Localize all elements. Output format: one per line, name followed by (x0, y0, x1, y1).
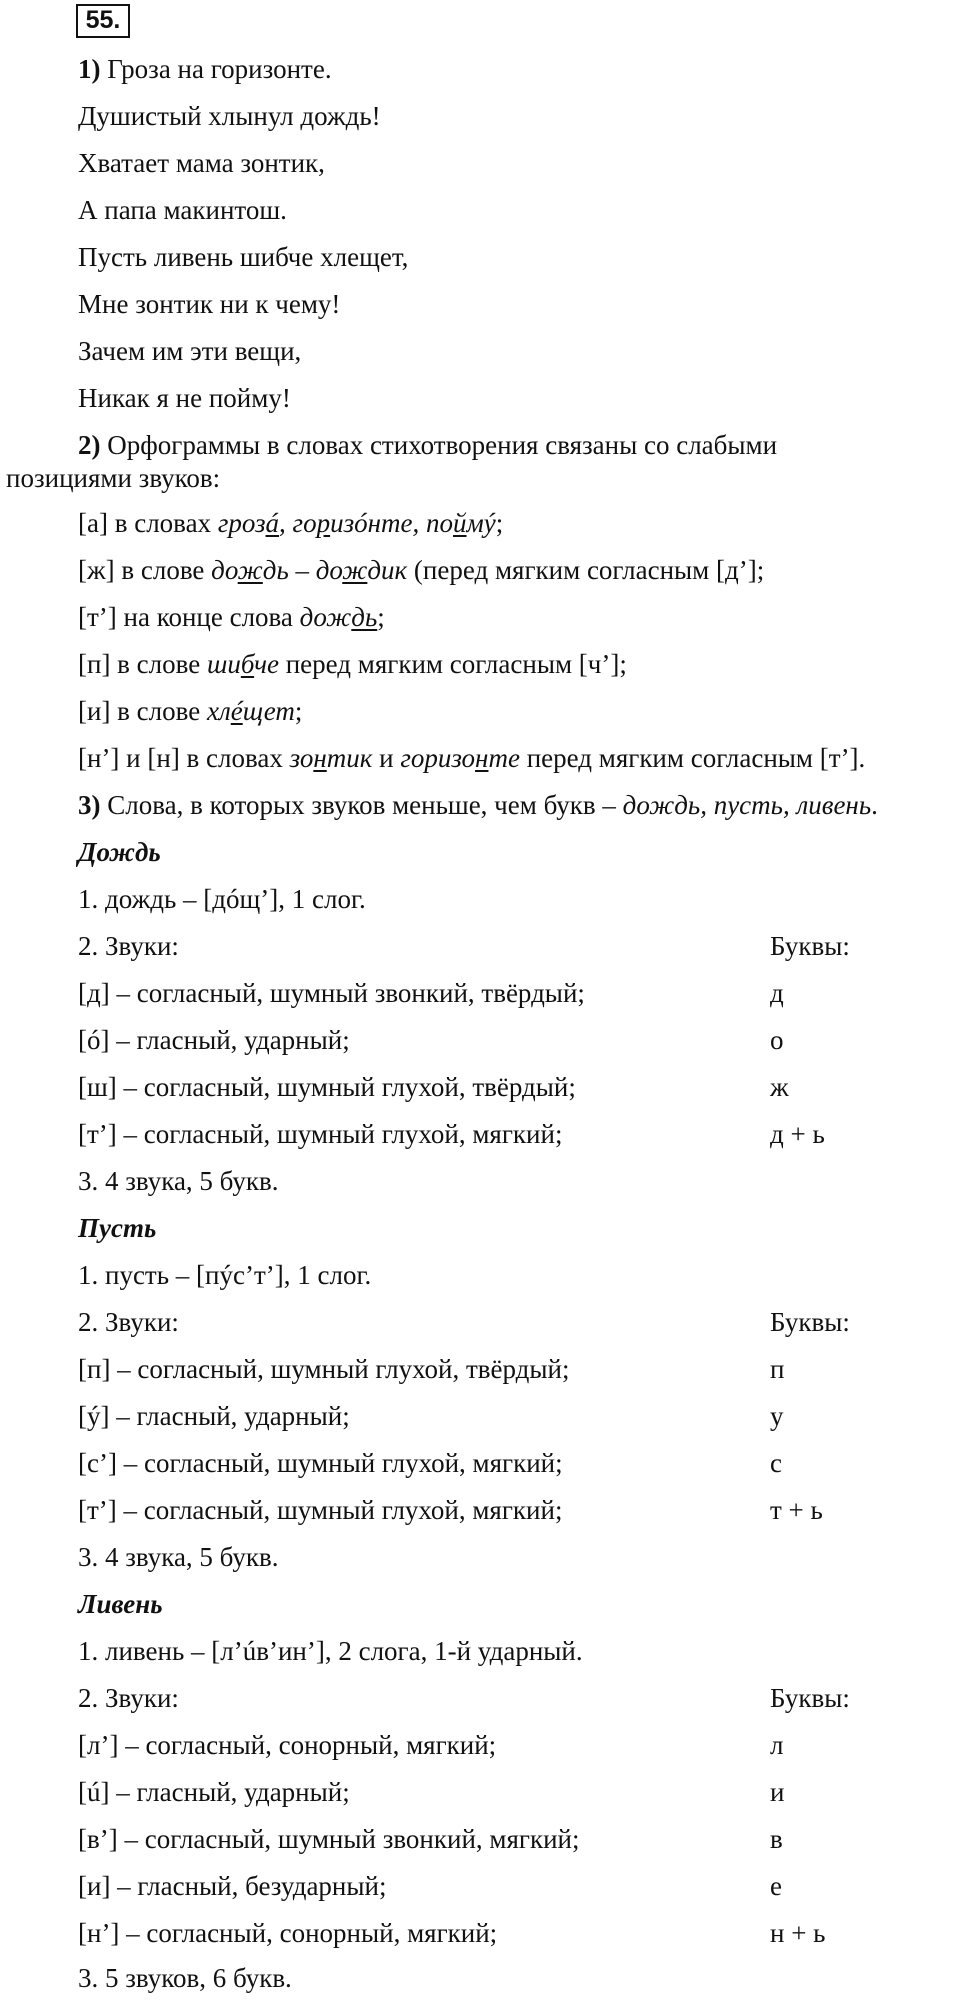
letter-cell: л (770, 1730, 784, 1760)
sound-row: [с’] – согласный, шумный глухой, мягкий; (78, 1448, 563, 1478)
poem-line: Мне зонтик ни к чему! (78, 289, 341, 319)
word-heading: Пусть (78, 1213, 157, 1243)
orthogram-label: [п] в слове (78, 649, 207, 679)
summary-line: 3. 4 звука, 5 букв. (78, 1166, 279, 1196)
part2-intro-continuation: позициями звуков: (6, 463, 221, 493)
poem-title: Гроза на горизонте. (100, 54, 332, 84)
sound-row: [ú] – гласный, ударный; (78, 1777, 350, 1807)
orthogram-word: грозá (217, 508, 280, 538)
orthogram-row: [т’] на конце слова дождь; (78, 602, 385, 632)
letter-cell: ж (770, 1072, 789, 1102)
orthogram-word: поймý (426, 508, 496, 538)
word-heading: Дождь (78, 837, 161, 867)
sound-row: [в’] – согласный, шумный звонкий, мягкий; (78, 1824, 580, 1854)
orthogram-word: горизóнте (292, 508, 413, 538)
letter-cell: е (770, 1871, 782, 1901)
sound-row: [д] – согласный, шумный звонкий, твёрдый; (78, 978, 585, 1008)
poem-line: Хватает мама зонтик, (78, 148, 325, 178)
letter-cell: д + ь (770, 1119, 825, 1149)
word-heading: Ливень (78, 1589, 163, 1619)
transcription-line: 1. ливень – [л’úв’ин’], 2 слога, 1-й ударный. (78, 1636, 583, 1666)
part3-words: дождь, пусть, ливень (622, 790, 872, 820)
sound-row: [н’] – согласный, сонорный, мягкий; (78, 1918, 498, 1948)
sound-row: [т’] – согласный, шумный глухой, мягкий; (78, 1119, 563, 1149)
transcription-line: 1. дождь – [дóщ’], 1 слог. (78, 884, 366, 914)
letter-cell: п (770, 1354, 785, 1384)
orthogram-word: зонтик (289, 743, 373, 773)
orthogram-row: [ж] в слове дождь – дождик (перед мягким согласным [д’]; (78, 555, 765, 585)
letters-label: Буквы: (770, 931, 850, 961)
poem-title-line (78, 52, 332, 86)
orthogram-word: дождь (211, 555, 289, 585)
part3-line: 3) Слова, в которых звуков меньше, чем букв – дождь, пусть, ливень. (78, 790, 878, 820)
orthogram-row: [п] в слове шибче перед мягким согласным [ч’]; (78, 649, 627, 679)
part3-text: Слова, в которых звуков меньше, чем букв – (100, 790, 623, 820)
orthogram-label: [т’] на конце слова (78, 602, 300, 632)
orthogram-word: дождь (299, 602, 378, 632)
part2-intro (78, 428, 777, 462)
letters-label: Буквы: (770, 1307, 850, 1337)
sound-row: [и] – гласный, безударный; (78, 1871, 387, 1901)
orthogram-word: шибче (206, 649, 279, 679)
part2-intro-text: Орфограммы в словах стихотворения связаны со слабыми (100, 430, 778, 460)
exercise-number: 55. (76, 4, 130, 38)
poem-line: Душистый хлынул дождь! (78, 101, 381, 131)
letter-cell: у (770, 1401, 784, 1431)
orthogram-row: [и] в слове хлéщет; (78, 696, 303, 726)
summary-line: 3. 4 звука, 5 букв. (78, 1542, 279, 1572)
sound-row: [л’] – согласный, сонорный, мягкий; (78, 1730, 497, 1760)
letter-cell: с (770, 1448, 782, 1478)
poem-line: Никак я не пойму! (78, 383, 291, 413)
orthogram-word: дождик (315, 555, 408, 585)
sound-row: [т’] – согласный, шумный глухой, мягкий; (78, 1495, 563, 1525)
letter-cell: о (770, 1025, 784, 1055)
letter-cell: н + ь (770, 1918, 826, 1948)
part3-marker: 3) (78, 790, 101, 820)
letter-cell: и (770, 1777, 785, 1807)
orthogram-label: [ж] в слове (78, 555, 212, 585)
sound-row: [ш] – согласный, шумный глухой, твёрдый; (78, 1072, 576, 1102)
sounds-label: 2. Звуки: (78, 1307, 179, 1337)
part2-marker: 2) (78, 430, 101, 460)
letter-cell: д (770, 978, 784, 1008)
orthogram-word: горизонте (400, 743, 520, 773)
summary-line: 3. 5 звуков, 6 букв. (78, 1963, 292, 1993)
letters-label: Буквы: (770, 1683, 850, 1713)
transcription-line: 1. пусть – [пýс’т’], 1 слог. (78, 1260, 372, 1290)
poem-line: Пусть ливень шибче хлещет, (78, 242, 409, 272)
sounds-label: 2. Звуки: (78, 931, 179, 961)
orthogram-word: хлéщет (206, 696, 295, 726)
orthogram-label: [н’] и [н] в словах (78, 743, 290, 773)
sound-row: [ý] – гласный, ударный; (78, 1401, 350, 1431)
sound-row: [п] – согласный, шумный глухой, твёрдый; (78, 1354, 570, 1384)
sound-row: [ó] – гласный, ударный; (78, 1025, 350, 1055)
orthogram-row: [н’] и [н] в словах зонтик и горизонте перед мягким согласным [т’]. (78, 743, 866, 773)
poem-line: Зачем им эти вещи, (78, 336, 302, 366)
poem-line: А папа макинтош. (78, 195, 287, 225)
letter-cell: т + ь (770, 1495, 823, 1525)
part1-marker: 1) (78, 54, 101, 84)
letter-cell: в (770, 1824, 783, 1854)
orthogram-row: [а] в словах грозá, горизóнте, поймý; (78, 508, 504, 538)
sounds-label: 2. Звуки: (78, 1683, 179, 1713)
orthogram-label: [а] в словах (78, 508, 218, 538)
orthogram-label: [и] в слове (78, 696, 207, 726)
